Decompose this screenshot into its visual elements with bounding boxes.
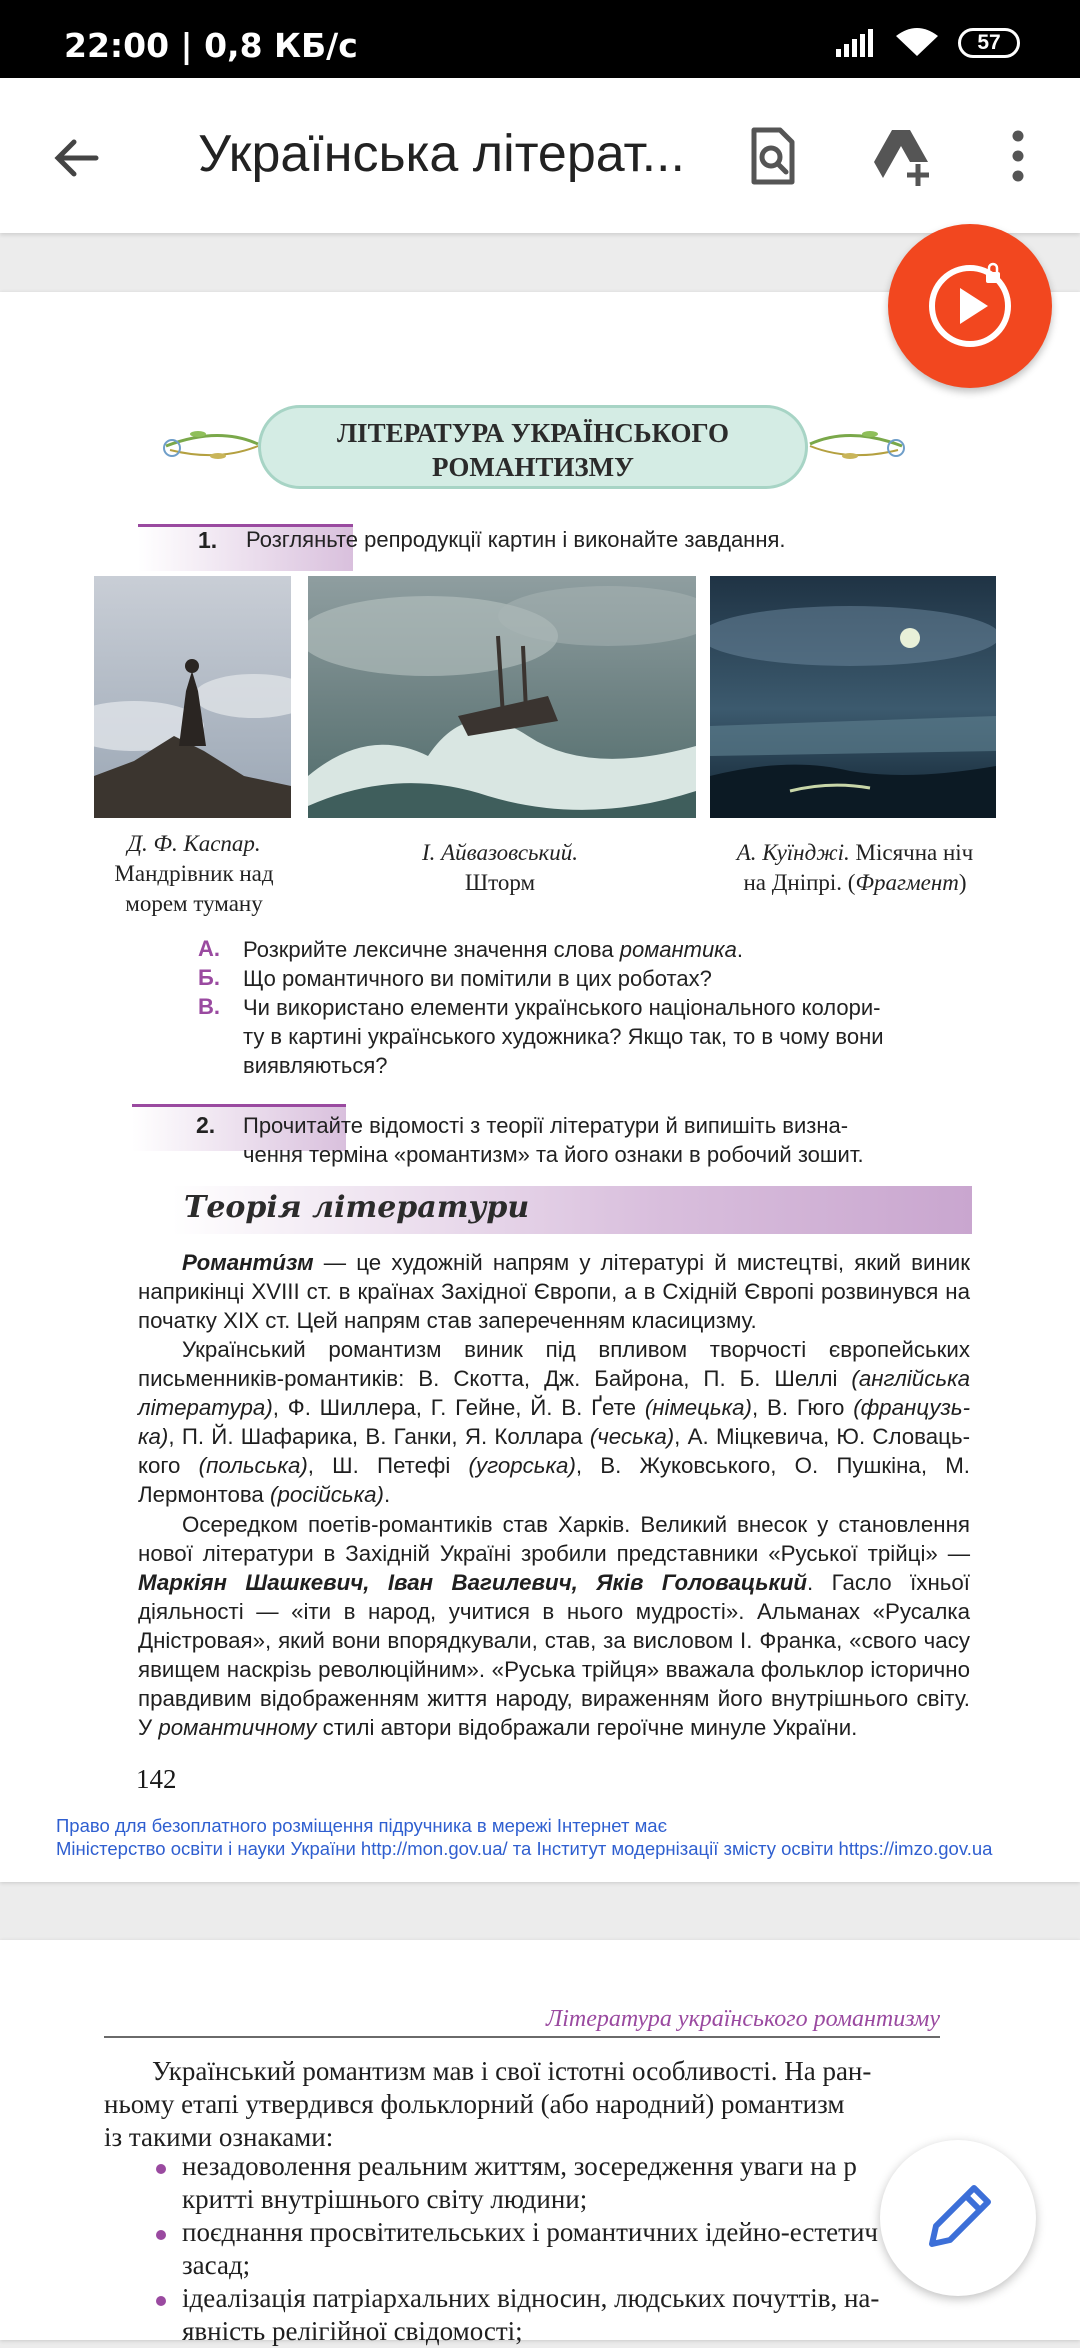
bullet-1-line1: незадоволення реальним життям, зосередження уваги на р [182, 2151, 857, 2181]
question-a-letter: А. [198, 936, 220, 961]
intro-line1: Український романтизм мав і свої істотні особливості. На ран- [152, 2056, 872, 2086]
find-in-page-icon[interactable] [740, 124, 804, 188]
status-time: 22:00 | 0,8 КБ/с [64, 26, 358, 65]
task-2-line1: Прочитайте відомості з теорії літератури й випишіть визна- [243, 1113, 849, 1138]
task-1-number: 1. [198, 527, 218, 553]
wifi-icon [896, 28, 938, 58]
caption-moonlit-author: А. Куїнджі. [736, 840, 850, 865]
question-b: Що романтичного ви помітили в цих роботах? [243, 966, 712, 991]
footer-line1: Право для безоплатного розміщення підручника в мережі Інтернет має [56, 1815, 668, 1836]
caption-wanderer-title-1: Мандрівник над [114, 861, 274, 886]
caption-moonlit-fragment: Фрагмент [855, 870, 959, 895]
question-a-end: . [736, 937, 743, 962]
p3-c: стилі автори відображали героїчне минуле України. [316, 1715, 858, 1740]
back-arrow-icon[interactable] [46, 128, 106, 188]
p3-a: Осередком поетів-романтиків став Харків. Великий внесок у становлення нової літератури в Західній Україні зробили представники «Руської трійці» — [138, 1512, 970, 1566]
p2-o: . [384, 1482, 391, 1507]
chapter-title [258, 405, 808, 489]
question-c-line2: ту в картині українського художника? Якщо так, то в чому вони [243, 1024, 884, 1049]
caption-storm-author: І. Айвазовський. [421, 840, 579, 865]
left-ornament-icon [158, 416, 262, 472]
question-a [243, 935, 743, 964]
right-ornament-icon [806, 416, 910, 472]
theory-paragraph-2 [138, 1335, 970, 1509]
theory-p1-rest: — це художній напрям у літературі й мистецтві, який виник наприкінці XVIII ст. в країнах Західної Європи, а в Східній Європі розвинувся на початку ХІХ ст. Цей напрям став запереченням класицизму. [138, 1250, 970, 1333]
p2-c: , Ф. Шиллера, Г. Гейне, Й. В. Ґете [272, 1395, 645, 1420]
bullet-dot [156, 2296, 166, 2306]
bullet-1 [182, 2150, 922, 2216]
chapter-title-line1: ЛІТЕРАТУРА УКРАЇНСЬКОГО [336, 418, 730, 448]
question-a-text: Розкрийте лексичне значення слова [243, 937, 620, 962]
p2-i: , А. Міцкевича, Ю. Словацького [138, 1424, 970, 1478]
caption-wanderer [84, 829, 304, 919]
p2-g: , П. Й. Шафарика, В. Ганки, Я. Коллара [168, 1424, 590, 1449]
painting-wanderer [94, 576, 291, 818]
caption-moonlit [706, 838, 1004, 898]
p2-l: (угорська) [468, 1453, 576, 1478]
read-aloud-button[interactable] [888, 224, 1052, 388]
painting-storm [308, 576, 696, 818]
document-title: Українська літерат... [198, 125, 685, 183]
question-c [243, 993, 973, 1080]
term-romanticism: Романти́зм [182, 1250, 314, 1275]
edit-button[interactable] [880, 2140, 1036, 2296]
status-bar [0, 0, 1080, 78]
question-c-letter: В. [198, 994, 220, 1019]
caption-moonlit-title-2: на Дніпрі. ( [743, 870, 856, 895]
p3-names: Маркіян Шашкевич, Іван Вагилевич, Яків Головацький [138, 1570, 808, 1595]
task-2-line2: чення терміна «романтизм» та його ознаки в робочий зошит. [243, 1142, 864, 1167]
page2-intro [104, 2055, 940, 2154]
caption-wanderer-title-2: морем туману [125, 891, 263, 916]
p3-italic: романтичному [158, 1715, 317, 1740]
footer-line2[interactable]: Міністерство освіти і науки України http://mon.gov.ua/ та Інститут модернізації змісту освіти https://imzo.gov.ua [56, 1838, 993, 1859]
add-to-drive-icon[interactable] [870, 124, 934, 188]
p2-d: (німецька) [644, 1395, 752, 1420]
question-c-line1: Чи використано елементи українського національного колори- [243, 995, 881, 1020]
pencil-icon [880, 2140, 1036, 2296]
bullet-2 [182, 2216, 922, 2282]
running-header: Література українського романтизму [545, 2006, 940, 2032]
header-divider [104, 2036, 940, 2038]
question-a-term: романтика [619, 937, 737, 962]
bullet-3 [182, 2282, 922, 2348]
play-lock-icon [888, 224, 1052, 388]
caption-storm-title: Шторм [464, 870, 536, 895]
chapter-title-line2: РОМАНТИЗМУ [432, 452, 634, 482]
p2-j: (польська) [198, 1453, 308, 1478]
caption-moonlit-title-1: Місячна ніч [855, 840, 974, 865]
more-options-icon[interactable] [995, 124, 1041, 188]
p2-a: Український романтизм виник під впливом творчості європейських письменників-романтиків: В. Скотта, Дж. Байрона, П. Б. Шеллі [138, 1337, 970, 1391]
caption-storm [370, 838, 630, 898]
bullet-2-line2: засад; [182, 2250, 251, 2280]
bullet-3-line1: ідеалізація патріархальних відносин, людських почуттів, на- [182, 2283, 880, 2313]
caption-moonlit-title-4: ) [958, 870, 967, 895]
bullet-dot [156, 2164, 166, 2174]
p2-e: , В. Гюго [751, 1395, 854, 1420]
p2-m: , В. Жуковського, О. Пушкіна, М. Лермонтова [138, 1453, 970, 1507]
bullet-3-line2: явність релігійної свідомості; [182, 2316, 523, 2346]
task-1-text: Розгляньте репродукції картин і виконайте завдання. [246, 527, 786, 552]
theory-paragraph-3 [138, 1510, 970, 1742]
p2-f: (французька) [138, 1395, 971, 1449]
bullet-dot [156, 2230, 166, 2240]
p3-b: . Гасло їхньої діяльності — «іти в народ, учитися в нього мудрості». Альманах «Русалка Дністровая», який вони впорядкували, став, за висловом І. Франка, «свого часу явищем наскрізь революційним». «Руська трійця» вважала фольклор історично правдивим відображенням життя народу, вираженням його внутрішнього світу. У [138, 1570, 970, 1740]
intro-line3: із такими ознаками: [104, 2122, 334, 2152]
p2-k: , Ш. Петефі [307, 1453, 469, 1478]
battery-icon: 57 [958, 28, 1020, 58]
theory-title: Теорія літератури [184, 1190, 530, 1225]
theory-paragraph-1 [138, 1248, 970, 1335]
p2-n: (російська) [270, 1482, 384, 1507]
license-footer [56, 1814, 992, 1860]
question-b-letter: Б. [198, 965, 220, 990]
p2-h: (чеська) [589, 1424, 675, 1449]
question-c-line3: виявляються? [243, 1053, 388, 1078]
app-bar [0, 78, 1080, 233]
task-2-text [243, 1111, 973, 1169]
caption-wanderer-author: Д. Ф. Каспар. [127, 831, 261, 856]
intro-line2: ньому етапі утвердився фольклорний (або народний) романтизм [104, 2089, 845, 2119]
bullet-1-line2: критті внутрішнього світу людини; [182, 2184, 588, 2214]
painting-moonlit-night [710, 576, 996, 818]
signal-icon [836, 29, 876, 57]
bullet-2-line1: поєднання просвітительських і романтичних ідейно-естетич [182, 2217, 878, 2247]
task-2-number: 2. [196, 1112, 216, 1138]
p2-b: (англійська література) [138, 1366, 970, 1420]
page-number: 142 [136, 1764, 177, 1794]
